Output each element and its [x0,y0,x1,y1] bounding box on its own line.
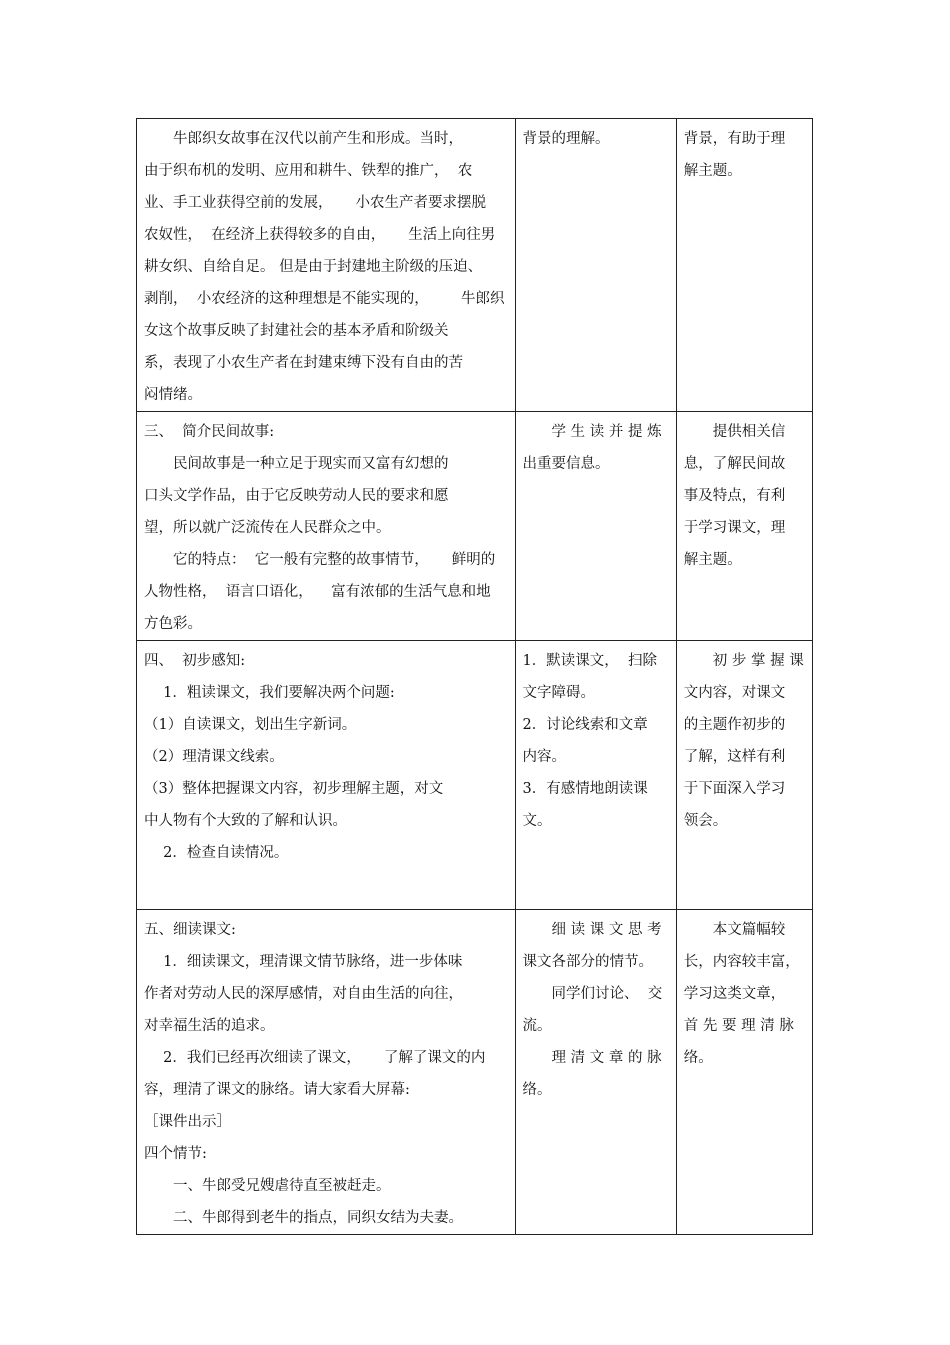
text-line: 同学们讨论、 交 [522,986,663,1002]
table-row [137,412,813,641]
teaching-content-cell [137,412,516,641]
text-line: 2．我们已经再次细读了课文， 了解了课文的内 [144,1050,486,1066]
text-line: 系，表现了小农生产者在封建束缚下没有自由的苦 [144,355,463,371]
text-line: 课文各部分的情节。 [522,954,654,970]
text-line: 本文篇幅较 [683,922,786,938]
design-intent-cell [676,910,812,1235]
text-line: 长，内容较丰富， [683,954,800,970]
text-line: 望，所以就广泛流传在人民群众之中。 [144,520,391,536]
text-line: （2）理清课文线索。 [144,749,284,765]
design-intent-cell [676,641,812,910]
text-line: 首 先 要 理 清 脉 [683,1018,794,1034]
text-line: 业、手工业获得空前的发展， 小农生产者要求摆脱 [144,195,487,211]
text-line: 文。 [522,813,552,829]
text-line: 农奴性， 在经济上获得较多的自由， 生活上向往男 [144,227,496,243]
text-line: 事及特点，有利 [683,488,786,504]
text-line: 口头文学作品，由于它反映劳动人民的要求和愿 [144,488,449,504]
student-activity-cell [515,412,676,641]
text-line: 女这个故事反映了封建社会的基本矛盾和阶级关 [144,323,449,339]
text-line: 内容。 [522,749,567,765]
text-line: 由于织布机的发明、应用和耕牛、铁犁的推广， 农 [144,163,473,179]
text-line: 容，理清了课文的脉络。请大家看大屏幕: [144,1082,410,1098]
text-line: 1．细读课文，理清课文情节脉络，进一步体味 [144,954,463,970]
text-line: 细 读 课 文 思 考 [522,922,662,938]
text-line: 理 清 文 章 的 脉 [522,1050,662,1066]
design-intent-cell [676,119,812,412]
text-line: 背景，有助于理 [683,131,786,147]
text-line: 二、牛郎得到老牛的指点，同织女结为夫妻。 [144,1210,463,1226]
text-line: 3．有感情地朗读课 [522,781,648,797]
text-line: 2．检查自读情况。 [144,845,289,861]
design-intent-cell [676,412,812,641]
text-line: 三、 简介民间故事: [144,424,275,440]
text-line: 流。 [522,1018,552,1034]
text-line: 四、 初步感知: [144,653,246,669]
text-line: 民间故事是一种立足于现实而又富有幻想的 [144,456,449,472]
text-line: 闷情绪。 [144,387,202,403]
text-line: 牛郎织女故事在汉代以前产生和形成。当时， [144,131,463,147]
table-row [137,119,813,412]
teaching-content-cell [137,119,516,412]
teaching-content-cell [137,641,516,910]
text-line: 耕女织、自给自足。 但是由于封建地主阶级的压迫、 [144,259,483,275]
text-line: 的主题作初步的 [683,717,786,733]
text-line: 1．粗读课文，我们要解决两个问题: [144,685,395,701]
text-line: （1）自读课文，划出生字新词。 [144,717,357,733]
text-line: 解主题。 [683,163,742,179]
text-line: 剥削， 小农经济的这种理想是不能实现的， 牛郎织 [144,291,505,307]
text-line: 领会。 [683,813,728,829]
text-line: 人物性格， 语言口语化， 富有浓郁的生活气息和地 [144,584,491,600]
student-activity-cell [515,119,676,412]
text-line: 于学习课文，理 [683,520,786,536]
text-line: 背景的理解。 [522,131,610,147]
text-line: 络。 [522,1082,552,1098]
table-row [137,910,813,1235]
lesson-plan-table [136,118,813,1235]
lesson-plan-body [137,119,813,1235]
text-line: 对幸福生活的追求。 [144,1018,275,1034]
text-line: 方色彩。 [144,616,202,632]
text-line: 出重要信息。 [522,456,610,472]
student-activity-cell [515,641,676,910]
text-line: 了解，这样有利 [683,749,786,765]
text-line: ［课件出示］ [144,1114,231,1130]
text-line: 络。 [683,1050,713,1066]
text-line: 学 生 读 并 提 炼 [522,424,662,440]
text-line: 提供相关信 [683,424,786,440]
text-line: 中人物有个大致的了解和认识。 [144,813,347,829]
text-line: 1．默读课文， 扫除 [522,653,657,669]
text-line: 四个情节: [144,1146,207,1162]
text-line: 解主题。 [683,552,742,568]
text-line: 五、细读课文: [144,922,236,938]
text-line: 息，了解民间故 [683,456,786,472]
student-activity-cell [515,910,676,1235]
text-line: （3）整体把握课文内容，初步理解主题，对文 [144,781,444,797]
text-line: 文内容，对课文 [683,685,786,701]
table-row [137,641,813,910]
text-line: 初 步 掌 握 课 [683,653,804,669]
text-line: 于下面深入学习 [683,781,786,797]
text-line: 2．讨论线索和文章 [522,717,648,733]
teaching-content-cell [137,910,516,1235]
text-line: 文字障碍。 [522,685,596,701]
text-line: 一、牛郎受兄嫂虐待直至被赶走。 [144,1178,391,1194]
text-line: 学习这类文章， [683,986,786,1002]
text-line: 它的特点： 它一般有完整的故事情节， 鲜明的 [144,552,496,568]
text-line: 作者对劳动人民的深厚感情，对自由生活的向往， [144,986,463,1002]
